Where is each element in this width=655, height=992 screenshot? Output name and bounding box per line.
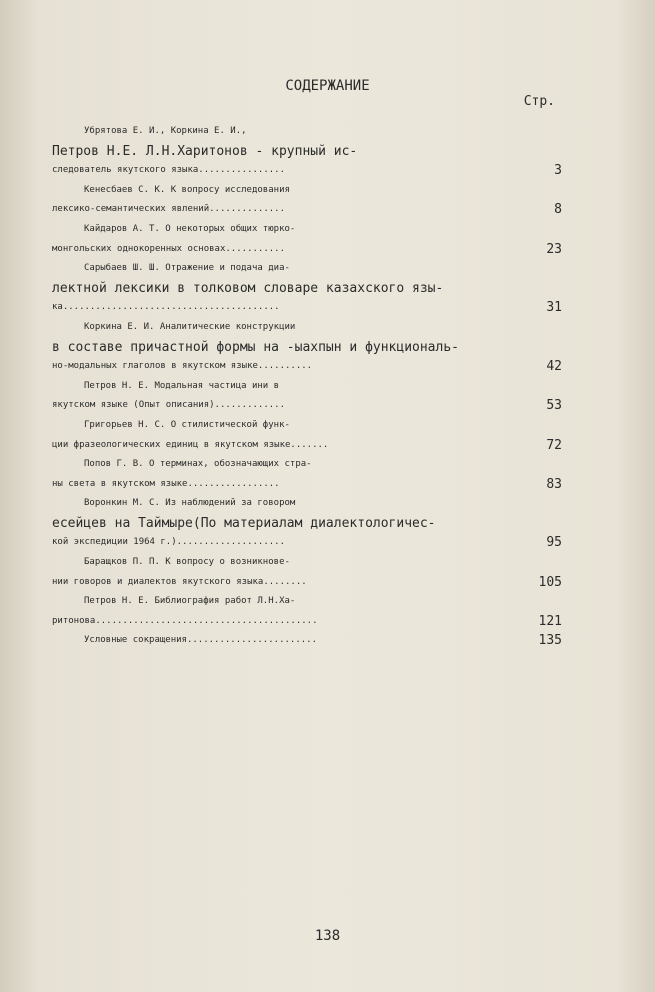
toc-entry bbox=[52, 416, 562, 455]
toc-entry-line: Воронкин М. С. Из наблюдений за говором bbox=[84, 498, 296, 509]
toc-entry-line: монгольских однокоренных основах........... bbox=[52, 243, 285, 254]
toc-entry bbox=[52, 259, 562, 318]
toc-entry-line: но-модальных глаголов в якутском языке.......... bbox=[52, 361, 313, 372]
toc-entry-line: Петров Н.Е. Л.Н.Харитонов - крупный ис- bbox=[52, 143, 358, 159]
toc-page-number: 83 bbox=[546, 476, 562, 492]
toc-entry-line: Коркина Е. И. Аналитические конструкции bbox=[84, 321, 296, 332]
toc-entry-line: Условные сокращения........................ bbox=[84, 635, 317, 646]
page-number: 138 bbox=[314, 928, 341, 944]
toc-entry-line: ритонова......................................... bbox=[52, 615, 318, 626]
toc-entry-line: Григорьев Н. С. О стилистической функ- bbox=[84, 419, 290, 430]
toc-entry bbox=[52, 631, 562, 651]
page-title: СОДЕРЖАНИЕ bbox=[285, 78, 370, 94]
toc-page-number: 95 bbox=[546, 535, 562, 551]
toc-page-number: 121 bbox=[538, 613, 562, 629]
toc-entry-line: Убрятова Е. И., Коркина Е. И., bbox=[84, 126, 247, 136]
toc-entry-line: в составе причастной формы на -ыахпын и функциональ- bbox=[52, 339, 459, 355]
toc-entry-line: ции фразеологических единиц в якутском языке....... bbox=[52, 439, 329, 450]
toc-entry bbox=[52, 455, 562, 494]
toc-entry-line: Попов Г. В. О терминах, обозначающих стра- bbox=[84, 459, 312, 470]
toc-page-number: 105 bbox=[538, 574, 562, 590]
toc-entry bbox=[52, 494, 562, 553]
toc-entry bbox=[52, 318, 562, 377]
toc-entry-line: лексико-семантических явлений.............. bbox=[52, 204, 285, 215]
toc-page-number: 53 bbox=[546, 398, 562, 414]
toc-entry-line: есейцев на Таймыре(По материалам диалектологичес- bbox=[52, 515, 436, 531]
toc-entry-line: нии говоров и диалектов якутского языка........ bbox=[52, 576, 307, 587]
toc-entry-line: Петров Н. Е. Библиография работ Л.Н.Ха- bbox=[84, 596, 296, 607]
toc-entry-line: кой экспедиции 1964 г.).................... bbox=[52, 537, 285, 548]
toc-entry-line: Кайдаров А. Т. О некоторых общих тюрко- bbox=[84, 223, 296, 234]
toc-entry-line: Кенесбаев С. К. К вопросу исследования bbox=[84, 184, 290, 195]
toc-entry-line: Петров Н. Е. Модальная частица ини в bbox=[84, 380, 280, 391]
toc-entry bbox=[52, 220, 562, 259]
toc-page-number: 8 bbox=[554, 202, 562, 218]
toc-page-number: 3 bbox=[554, 163, 562, 179]
toc-entry bbox=[52, 592, 562, 631]
toc-page-number: 72 bbox=[546, 437, 562, 453]
toc-entry-line: Сарыбаев Ш. Ш. Отражение и подача диа- bbox=[84, 263, 290, 274]
toc-page-number: 31 bbox=[546, 300, 562, 316]
toc-entry-line: лектной лексики в толковом словаре казахского язы- bbox=[52, 280, 444, 296]
toc-page-number: 135 bbox=[538, 633, 562, 649]
toc-entry-line: следователь якутского языка................ bbox=[52, 165, 285, 176]
page-column-header: Стр. bbox=[523, 94, 555, 109]
toc-entry-line: Баращков П. П. К вопросу о возникнове- bbox=[84, 557, 290, 568]
toc-entry-line: якутском языке (Опыт описания)............. bbox=[52, 400, 285, 411]
toc-entry bbox=[52, 377, 562, 416]
toc-entry-line: ка........................................ bbox=[52, 302, 280, 313]
toc-entry bbox=[52, 122, 562, 181]
toc-page-number: 23 bbox=[546, 241, 562, 257]
toc-page-number: 42 bbox=[546, 359, 562, 375]
toc-list bbox=[52, 122, 562, 651]
toc-entry-line: ны света в якутском языке................. bbox=[52, 478, 280, 489]
toc-entry bbox=[52, 181, 562, 220]
toc-entry bbox=[52, 553, 562, 592]
